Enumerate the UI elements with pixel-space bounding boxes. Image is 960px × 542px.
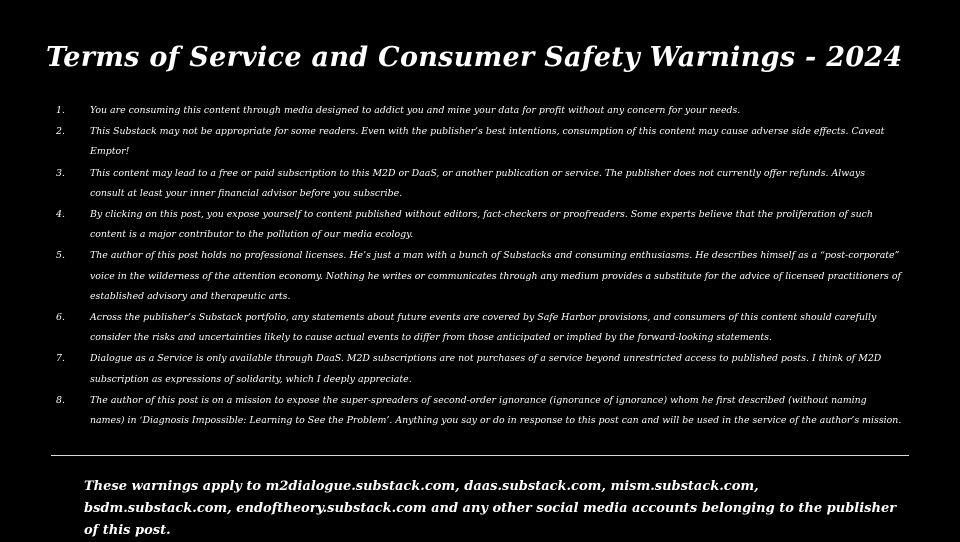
- item-text: Across the publisher’s Substack portfolio, any statements about future events are covered by Safe Harbor provisions, and consumers of this content should carefully consider the risks and uncertainties likely to cause actual events to differ from those anticipated or implied by the forward-looking statements.: [90, 312, 877, 344]
- list-item: [56, 391, 902, 431]
- divider-rule: [51, 455, 909, 456]
- warnings-list: [56, 101, 902, 432]
- item-text: You are consuming this content through media designed to addict you and mine your data for profit without any concern for your needs.: [90, 105, 741, 116]
- item-text: Dialogue as a Service is only available through DaaS. M2D subscriptions are not purchases of a service beyond unrestricted access to published posts. I think of M2D subscription as expressions of solidarity, which I deeply appreciate.: [90, 353, 882, 385]
- item-number: 7.: [56, 353, 65, 365]
- item-text: The author of this post holds no professional licenses. He’s just a man with a bunch of Substacks and consuming enthusiasms. He describes himself as a “post-corporate” voice in the wilderness of the attention economy. Nothing he writes or communicates through any medium provides a substitute for the advice of licensed practitioners of established advisory and therapeutic arts.: [90, 250, 901, 302]
- item-number: 6.: [56, 312, 65, 324]
- slide-title: Terms of Service and Consumer Safety Warnings - 2024: [46, 42, 903, 73]
- item-number: 4.: [56, 209, 65, 221]
- list-item: [56, 349, 902, 389]
- list-item: [56, 246, 902, 307]
- list-item: [56, 205, 902, 245]
- item-text: This Substack may not be appropriate for some readers. Even with the publisher’s best intentions, consumption of this content may cause adverse side effects. Caveat Emptor!: [90, 126, 885, 158]
- item-text: By clicking on this post, you expose yourself to content published without editors, fact-checkers or proofreaders. Some experts believe that the proliferation of such content is a major contributor to the pollution of our media ecology.: [90, 209, 873, 241]
- list-item: [56, 308, 902, 348]
- list-item: [56, 101, 902, 121]
- item-text: This content may lead to a free or paid subscription to this M2D or DaaS, or another publication or service. The publisher does not currently offer refunds. Always consult at least your inner financial advisor before you subscribe.: [90, 167, 866, 199]
- item-number: 3.: [56, 167, 65, 179]
- item-number: 1.: [56, 105, 65, 116]
- item-number: 5.: [56, 250, 65, 262]
- item-number: 8.: [56, 394, 65, 406]
- list-item: [56, 122, 902, 162]
- footer-note: These warnings apply to m2dialogue.substack.com, daas.substack.com, mism.substack.com, bsdm.substack.com, endoftheory.substack.com and any other social media accounts belonging to the publisher of this post.: [84, 479, 897, 538]
- item-number: 2.: [56, 126, 65, 138]
- list-item: [56, 164, 902, 204]
- item-text: The author of this post is on a mission to expose the super-spreaders of second-order ignorance (ignorance of ignorance) whom he first described (without naming names) in ‘Diagnosis Impossible: Learning to See the Problem’. Anything you say or do in response to this post can and will be used in the service of the author’s mission.: [90, 394, 902, 427]
